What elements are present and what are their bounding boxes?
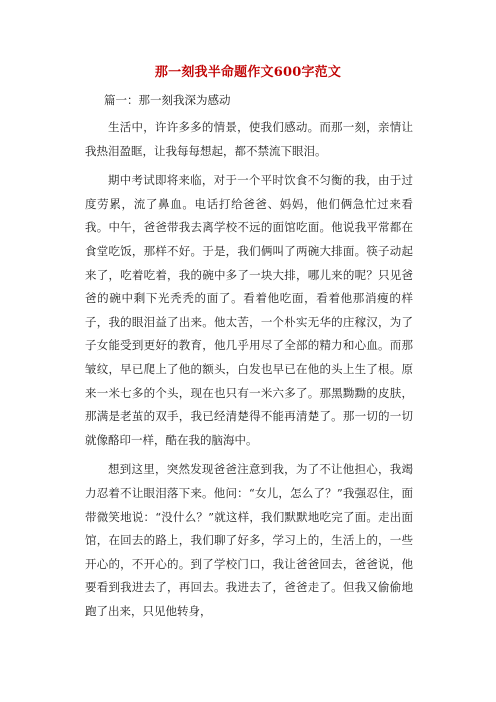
section-heading: 篇一：那一刻我深为感动 [104,93,231,107]
paragraph: 想到这里，突然发现爸爸注意到我，为了不让他担心，我竭力忍着不让眼泪落下来。他问：“女儿，怎么了？”我强忍住，面带微笑地说：“没什么？”就这样，我们默默地吃完了面。走出面馆，在回去的路上，我们聊了好多，学习上的，生活上的，一些开心的，不开心的。到了学校门口，我让爸爸回去，爸爸说，他要看到我进去了，再回去。我进去了，爸爸走了。但我又偷偷地跑了出来，只见他转身， [85,462,413,618]
paragraph: 期中考试即将来临，对于一个平时饮食不匀衡的我，由于过度劳累，流了鼻血。电话打给爸爸、妈妈，他们俩急忙过来看我。中午，爸爸带我去离学校不远的面馆吃面。他说我平常都在食堂吃饭，那样不好。于是，我们俩叫了两碗大排面。筷子动起来了，吃着吃着，我的碗中多了一块大排，哪儿来的呢？只见爸爸的碗中剩下光秃秃的面了。看着他吃面，看着他那消瘦的样子，我的眼泪益了出来。他太苦，一个朴实无华的庄稼汉，为了子女能受到更好的教育，他几乎用尽了全部的精力和心血。而那皱纹，早已爬上了他的额头，白发也早已在他的头上生了根。原来一米七多的个头，现在也只有一米六多了。那黑黝黝的皮肤，那满是老茧的双手，我已经清楚得不能再清楚了。那一切的一切就像酪印一样，酷在我的脑海中。 [85,173,413,447]
document-body [85,116,413,629]
paragraph: 生活中，许许多多的情景，使我们感动。而那一刻，亲情让我热泪盈眶，让我每每想起，都不禁流下眼泪。 [85,120,413,158]
document-title: 那一刻我半命题作文600字范文 [154,65,342,80]
